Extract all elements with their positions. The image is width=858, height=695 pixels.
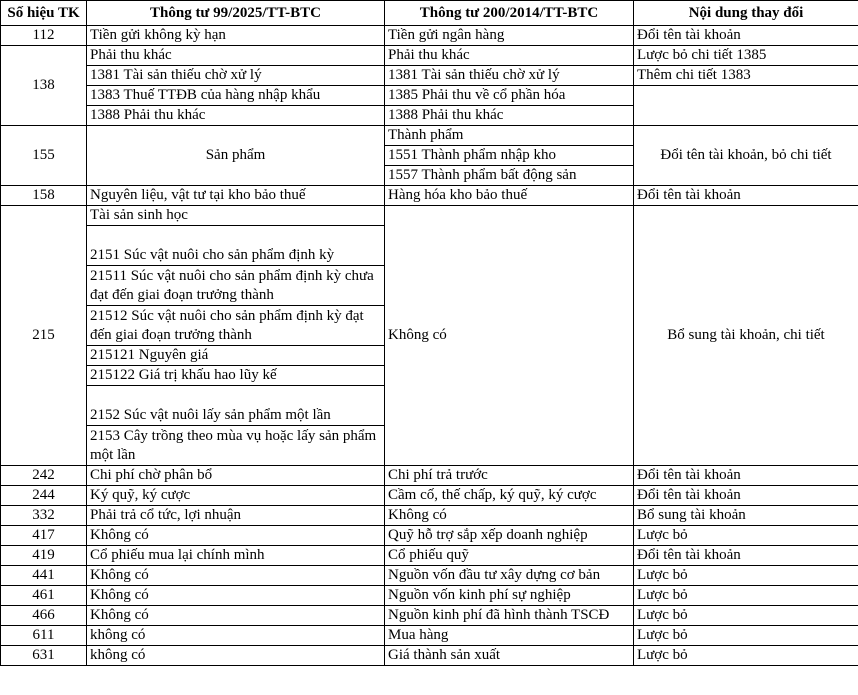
table-row xyxy=(1,186,858,206)
change-cell: Đổi tên tài khoản xyxy=(634,26,858,46)
old-circular-cell: Nguồn kinh phí đã hình thành TSCĐ xyxy=(385,606,634,626)
new-circular-cell: 215121 Nguyên giá xyxy=(87,346,385,366)
new-circular-cell: Phải trả cổ tức, lợi nhuận xyxy=(87,506,385,526)
header-change: Nội dung thay đổi xyxy=(634,1,858,26)
old-circular-cell: Chi phí trả trước xyxy=(385,466,634,486)
table-row xyxy=(1,546,858,566)
old-circular-cell: Quỹ hỗ trợ sắp xếp doanh nghiệp xyxy=(385,526,634,546)
old-circular-cell: 1388 Phải thu khác xyxy=(385,106,634,126)
new-circular-cell: Nguyên liệu, vật tư tại kho bảo thuế xyxy=(87,186,385,206)
new-circular-cell: Chi phí chờ phân bổ xyxy=(87,466,385,486)
change-cell: Lược bỏ xyxy=(634,606,858,626)
new-circular-cell: 21511 Súc vật nuôi cho sản phẩm định kỳ chưa đạt đến giai đoạn trưởng thành xyxy=(87,266,385,306)
new-circular-cell: 2151 Súc vật nuôi cho sản phẩm định kỳ xyxy=(87,226,385,266)
table-row xyxy=(1,46,858,66)
table-row xyxy=(1,466,858,486)
new-circular-cell: Cổ phiếu mua lại chính mình xyxy=(87,546,385,566)
account-code: 112 xyxy=(1,26,87,46)
old-circular-cell: Giá thành sản xuất xyxy=(385,646,634,666)
change-cell: Bổ sung tài khoản xyxy=(634,506,858,526)
new-circular-cell: 1381 Tài sản thiếu chờ xử lý xyxy=(87,66,385,86)
old-circular-cell: 1381 Tài sản thiếu chờ xử lý xyxy=(385,66,634,86)
table-row xyxy=(1,206,858,226)
account-code: 611 xyxy=(1,626,87,646)
old-circular-cell: 1557 Thành phẩm bất động sản xyxy=(385,166,634,186)
new-circular-cell: Không có xyxy=(87,586,385,606)
old-circular-cell: Phải thu khác xyxy=(385,46,634,66)
old-circular-cell: Mua hàng xyxy=(385,626,634,646)
account-code: 441 xyxy=(1,566,87,586)
header-new-circular: Thông tư 99/2025/TT-BTC xyxy=(87,1,385,26)
table-row xyxy=(1,486,858,506)
header-row xyxy=(1,1,858,26)
table-row xyxy=(1,126,858,146)
account-code: 138 xyxy=(1,46,87,126)
new-circular-cell: Không có xyxy=(87,606,385,626)
table-row xyxy=(1,566,858,586)
table-row xyxy=(1,586,858,606)
header-account-code: Số hiệu TK xyxy=(1,1,87,26)
new-circular-cell: 1383 Thuế TTĐB của hàng nhập khẩu xyxy=(87,86,385,106)
table-row xyxy=(1,26,858,46)
table-row xyxy=(1,86,858,106)
old-circular-cell: Nguồn vốn kinh phí sự nghiệp xyxy=(385,586,634,606)
change-cell: Lược bỏ xyxy=(634,586,858,606)
old-circular-cell: 1385 Phải thu về cổ phần hóa xyxy=(385,86,634,106)
table-row xyxy=(1,526,858,546)
change-cell: Lược bỏ chi tiết 1385 xyxy=(634,46,858,66)
account-code: 419 xyxy=(1,546,87,566)
account-code: 155 xyxy=(1,126,87,186)
account-code: 631 xyxy=(1,646,87,666)
account-code: 244 xyxy=(1,486,87,506)
new-circular-cell: 1388 Phải thu khác xyxy=(87,106,385,126)
table-row xyxy=(1,626,858,646)
change-cell-empty xyxy=(634,86,858,126)
change-cell: Bổ sung tài khoản, chi tiết xyxy=(634,206,858,466)
new-circular-cell: 2153 Cây trồng theo mùa vụ hoặc lấy sản phẩm một lần xyxy=(87,426,385,466)
account-code: 332 xyxy=(1,506,87,526)
change-cell: Đổi tên tài khoản xyxy=(634,546,858,566)
new-circular-cell: Không có xyxy=(87,526,385,546)
account-code: 242 xyxy=(1,466,87,486)
old-circular-cell: Không có xyxy=(385,206,634,466)
account-code: 417 xyxy=(1,526,87,546)
table-row xyxy=(1,646,858,666)
change-cell: Lược bỏ xyxy=(634,526,858,546)
new-circular-cell: 215122 Giá trị khấu hao lũy kế xyxy=(87,366,385,386)
new-circular-cell: Tiền gửi không kỳ hạn xyxy=(87,26,385,46)
change-cell: Đổi tên tài khoản, bỏ chi tiết xyxy=(634,126,858,186)
table-row xyxy=(1,506,858,526)
new-circular-cell: 21512 Súc vật nuôi cho sản phẩm định kỳ đạt đến giai đoạn trưởng thành xyxy=(87,306,385,346)
new-circular-cell: Tài sản sinh học xyxy=(87,206,385,226)
old-circular-cell: Nguồn vốn đầu tư xây dựng cơ bản xyxy=(385,566,634,586)
change-cell: Lược bỏ xyxy=(634,566,858,586)
old-circular-cell: 1551 Thành phẩm nhập kho xyxy=(385,146,634,166)
change-cell: Đổi tên tài khoản xyxy=(634,186,858,206)
old-circular-cell: Tiền gửi ngân hàng xyxy=(385,26,634,46)
change-cell: Lược bỏ xyxy=(634,626,858,646)
account-code: 461 xyxy=(1,586,87,606)
account-code: 466 xyxy=(1,606,87,626)
new-circular-cell: không có xyxy=(87,626,385,646)
change-cell: Lược bỏ xyxy=(634,646,858,666)
old-circular-cell: Thành phẩm xyxy=(385,126,634,146)
new-circular-cell: không có xyxy=(87,646,385,666)
change-cell: Đổi tên tài khoản xyxy=(634,466,858,486)
new-circular-cell: 2152 Súc vật nuôi lấy sản phẩm một lần xyxy=(87,386,385,426)
new-circular-cell: Sản phẩm xyxy=(87,126,385,186)
account-code: 215 xyxy=(1,206,87,466)
old-circular-cell: Cổ phiếu quỹ xyxy=(385,546,634,566)
account-code: 158 xyxy=(1,186,87,206)
new-circular-cell: Ký quỹ, ký cược xyxy=(87,486,385,506)
change-cell: Thêm chi tiết 1383 xyxy=(634,66,858,86)
old-circular-cell: Không có xyxy=(385,506,634,526)
old-circular-cell: Cầm cố, thế chấp, ký quỹ, ký cược xyxy=(385,486,634,506)
old-circular-cell: Hàng hóa kho bảo thuế xyxy=(385,186,634,206)
header-old-circular: Thông tư 200/2014/TT-BTC xyxy=(385,1,634,26)
new-circular-cell: Không có xyxy=(87,566,385,586)
table-row xyxy=(1,606,858,626)
change-cell: Đổi tên tài khoản xyxy=(634,486,858,506)
table-row xyxy=(1,66,858,86)
new-circular-cell: Phải thu khác xyxy=(87,46,385,66)
